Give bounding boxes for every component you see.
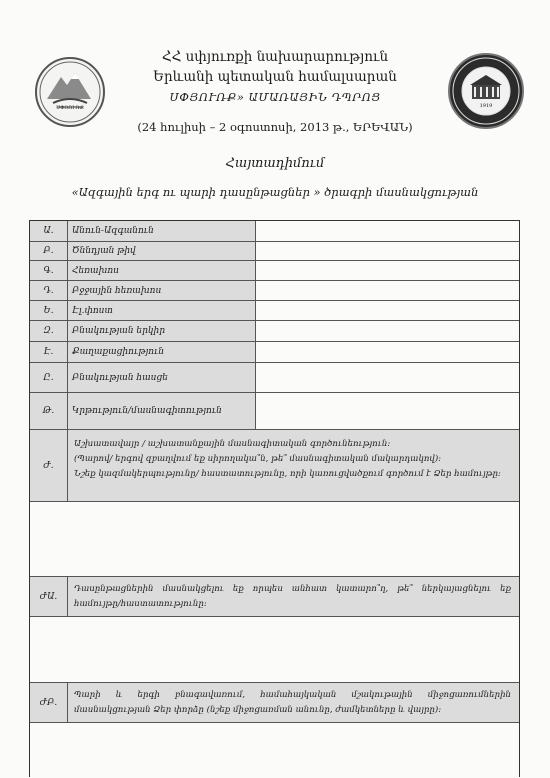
row-letter: Ա.: [30, 221, 68, 241]
section-question: [68, 577, 519, 616]
section-question: [68, 430, 519, 501]
row-letter: Դ.: [30, 281, 68, 300]
question-line: Պարի և երգի բնագավառում, համահայկական մշակութային միջոցառումներին: [74, 690, 511, 700]
education-field[interactable]: [256, 393, 519, 429]
participation-answer-field[interactable]: [30, 617, 519, 683]
workplace-answer-field[interactable]: [30, 502, 519, 577]
university-line: Երևանի պետական համալսարան: [153, 69, 397, 85]
application-form-table: [29, 220, 520, 777]
form-row-phone: [30, 261, 519, 281]
row-label: Բնակության հասցե: [68, 363, 256, 392]
question-line: Նշեք կազմակերպությունը/ հաստատությունը, որի կառուցվածքում գործում է Ձեր համույթը:: [74, 469, 501, 479]
row-label: Էլ.փոստ: [68, 301, 256, 320]
yerevan-state-university-logo: [448, 53, 524, 129]
row-label: Քաղաքացիություն: [68, 342, 256, 362]
row-letter: Թ.: [30, 393, 68, 429]
address-field[interactable]: [256, 363, 519, 392]
question-line: համույթը/հաստատությունը:: [74, 599, 207, 609]
document-title: Հայտադիմում: [225, 156, 325, 171]
row-label: Բնակության երկիր: [68, 321, 256, 341]
row-label: Անուն-Ազգանուն: [68, 221, 256, 241]
university-seal-icon: [450, 55, 522, 127]
row-letter: Ը.: [30, 363, 68, 392]
citizenship-field[interactable]: [256, 342, 519, 362]
name-field[interactable]: [256, 221, 519, 241]
row-letter: Գ.: [30, 261, 68, 280]
birth-year-field[interactable]: [256, 242, 519, 260]
form-row-mobile: [30, 281, 519, 301]
diaspora-school-logo: [35, 57, 105, 127]
section-workplace-header: [30, 430, 519, 502]
document-subtitle: «Ազգային երգ ու պարի դասընթացներ » ծրագրի մասնակցության: [71, 185, 479, 199]
row-letter: Բ.: [30, 242, 68, 260]
row-label: Ծննդյան թիվ: [68, 242, 256, 260]
form-row-name: [30, 221, 519, 242]
row-label: Կրթություն/մասնագիտություն: [68, 393, 256, 429]
form-row-country: [30, 321, 519, 342]
section-participation-header: [30, 577, 519, 617]
question-line: մասնակցության Ձեր փորձը (նշեք միջոցառման անունը, ժամկետները և վայրը):: [74, 705, 442, 715]
ministry-line: ՀՀ սփյուռքի նախարարություն: [161, 49, 389, 65]
section-question: [68, 683, 519, 722]
section-letter: ԺԱ.: [30, 577, 68, 616]
section-experience-header: [30, 683, 519, 723]
school-line: ՍՓՅՈՒՌՔ» ԱՄԱՌԱՅԻՆ ԴՊՐՈՑ: [169, 90, 381, 104]
mountain-seal-icon: [37, 59, 103, 125]
right-seal-year: 1919: [479, 103, 493, 109]
form-row-citizenship: [30, 342, 519, 363]
section-letter: Ժ.: [30, 430, 68, 501]
left-seal-caption: ՍՓՅՈՒՌՔ: [56, 105, 84, 111]
form-row-birth-year: [30, 242, 519, 261]
phone-field[interactable]: [256, 261, 519, 280]
form-row-education: [30, 393, 519, 430]
form-row-email: [30, 301, 519, 321]
question-line: Դասընթացներին մասնակցելու եք որպես անհատ կատարո՞ղ, թե՞ ներկայացնելու եք: [74, 584, 511, 594]
row-letter: Է.: [30, 342, 68, 362]
question-line: (Պարով/ երգով զբաղվում եք սիրողակա՞ն, թե՞ մասնագիտական մակարդակով):: [74, 454, 442, 464]
form-row-address: [30, 363, 519, 393]
question-line: Աշխատավայր / աշխատանքային մասնագիտական գործունեություն:: [74, 439, 391, 449]
mobile-field[interactable]: [256, 281, 519, 300]
row-letter: Զ.: [30, 321, 68, 341]
row-label: Հեռախոս: [68, 261, 256, 280]
dates-line: (24 հուլիսի – 2 օգոստոսի, 2013 թ., ԵՐԵՎԱՆ): [137, 120, 413, 134]
row-letter: Ե.: [30, 301, 68, 320]
experience-answer-field[interactable]: [30, 723, 519, 778]
row-label: Բջջային հեռախոս: [68, 281, 256, 300]
email-field[interactable]: [256, 301, 519, 320]
country-field[interactable]: [256, 321, 519, 341]
section-letter: ԺԲ.: [30, 683, 68, 722]
